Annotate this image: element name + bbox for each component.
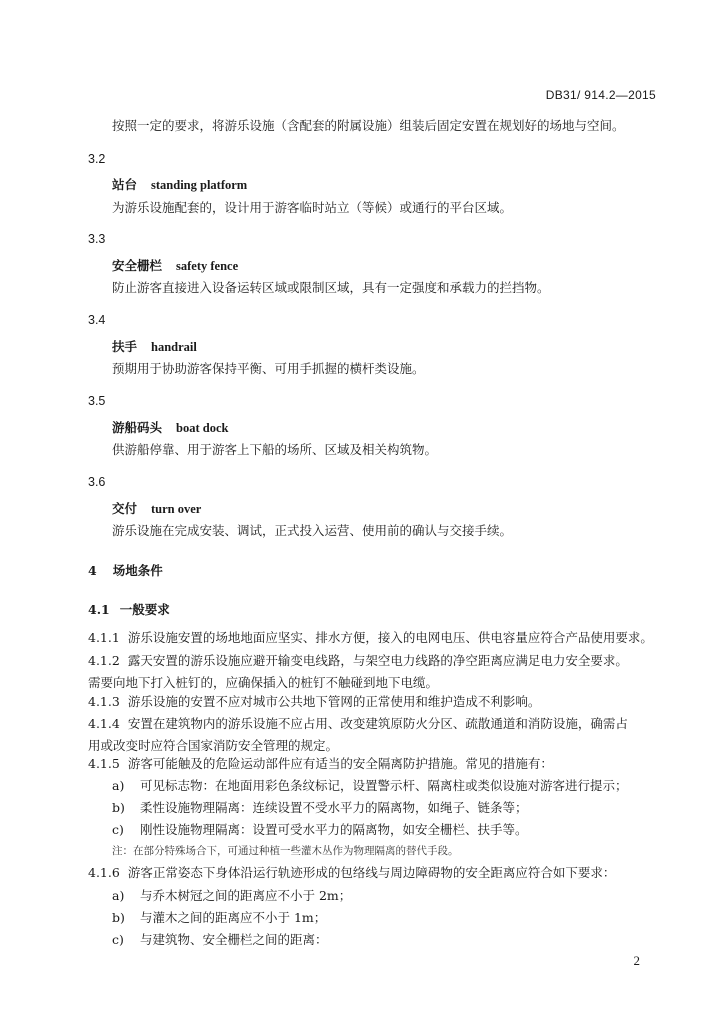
term-heading [112, 336, 197, 355]
term-cn: 安全栅栏 [112, 258, 163, 273]
note: 注：在部分特殊场合下，可通过种植一些灌木丛作为物理隔离的替代手段。 [112, 845, 459, 857]
clause-text: 游客可能触及的危险运动部件应有适当的安全隔离防护措施。常见的措施有： [127, 756, 553, 771]
page-number: 2 [633, 953, 640, 968]
term-en: boat dock [176, 421, 229, 435]
term-definition: 防止游客直接进入设备运转区域或限制区域，具有一定强度和承载力的拦挡物。 [112, 280, 550, 295]
list-text: 与乔木树冠之间的距离应不小于 2m； [140, 888, 352, 903]
list-text: 与建筑物、安全栅栏之间的距离： [140, 932, 328, 947]
term-cn: 站台 [112, 177, 138, 192]
list-label: b) [112, 800, 125, 815]
clause-number: 4.1.1 [88, 630, 120, 645]
term-heading [112, 498, 201, 517]
clause-number: 4.1.3 [88, 694, 120, 709]
section-title: 场地条件 [112, 563, 163, 578]
clause-number: 4.1.4 [88, 716, 120, 731]
list-label: a) [112, 888, 125, 903]
list-text: 可见标志物：在地面用彩色条纹标记，设置警示杆、隔离柱或类似设施对游客进行提示； [140, 778, 628, 793]
subsection-heading [88, 600, 170, 618]
term-en: safety fence [176, 259, 239, 273]
clause-4-1-3 [88, 691, 540, 713]
term-definition: 供游船停靠、用于游客上下船的场所、区域及相关构筑物。 [112, 442, 438, 457]
term-heading [112, 174, 247, 193]
list-item [112, 929, 328, 951]
clause-text: 游客正常姿态下身体沿运行轨迹形成的包络线与周边障碍物的安全距离应符合如下要求： [127, 865, 616, 880]
list-item [112, 885, 351, 907]
term-heading [112, 255, 238, 274]
list-label: a) [112, 778, 125, 793]
term-definition: 为游乐设施配套的，设计用于游客临时站立（等候）或通行的平台区域。 [112, 200, 513, 215]
list-text: 与灌木之间的距离应不小于 1m； [140, 910, 327, 925]
term-en: handrail [151, 340, 197, 354]
clause-text: 游乐设施的安置不应对城市公共地下管网的正常使用和维护造成不利影响。 [127, 694, 541, 709]
list-item [112, 797, 528, 819]
clause-text: 安置在建筑物内的游乐设施不应占用、改变建筑原防火分区、疏散通道和消防设施，确需占用或改变时应符合国家消防安全管理的规定。 [88, 716, 628, 753]
term-heading [112, 417, 228, 436]
term-cn: 游船码头 [112, 420, 163, 435]
term-number: 3.4 [88, 313, 106, 327]
intro-line: 按照一定的要求，将游乐设施（含配套的附属设施）组装后固定安置在规划好的场地与空间。 [112, 118, 625, 133]
clause-4-1-6 [88, 862, 615, 884]
term-number: 3.2 [88, 152, 106, 166]
standard-code: DB31/ 914.2—2015 [545, 88, 656, 102]
clause-4-1-4 [88, 713, 636, 757]
clause-text: 露天安置的游乐设施应避开输变电线路，与架空电力线路的净空距离应满足电力安全要求。需要向地下打入桩钉的，应确保插入的桩钉不触碰到地下电缆。 [88, 653, 628, 690]
term-number: 3.6 [88, 475, 106, 489]
term-en: standing platform [151, 178, 248, 192]
section-number: 4 [88, 563, 97, 578]
clause-4-1-1 [88, 627, 653, 649]
term-cn: 扶手 [112, 339, 138, 354]
list-text: 柔性设施物理隔离：连续设置不受水平力的隔离物，如绳子、链条等； [140, 800, 528, 815]
list-label: c) [112, 932, 124, 947]
clause-number: 4.1.2 [88, 653, 120, 668]
list-item [112, 775, 628, 797]
clause-4-1-2 [88, 650, 636, 694]
term-definition: 预期用于协助游客保持平衡、可用手抓握的横杆类设施。 [112, 361, 425, 376]
list-label: c) [112, 822, 124, 837]
section-heading [88, 561, 163, 579]
list-item [112, 907, 326, 929]
term-en: turn over [151, 502, 202, 516]
subsection-number: 4.1 [88, 602, 110, 617]
term-number: 3.3 [88, 232, 106, 246]
list-label: b) [112, 910, 125, 925]
clause-text: 游乐设施安置的场地地面应坚实、排水方便，接入的电网电压、供电容量应符合产品使用要求。 [127, 630, 653, 645]
clause-4-1-5 [88, 753, 553, 775]
clause-number: 4.1.5 [88, 756, 120, 771]
term-number: 3.5 [88, 394, 106, 408]
list-item [112, 819, 528, 841]
term-definition: 游乐设施在完成安装、调试，正式投入运营、使用前的确认与交接手续。 [112, 523, 513, 538]
term-cn: 交付 [112, 501, 138, 516]
list-text: 刚性设施物理隔离：设置可受水平力的隔离物，如安全栅栏、扶手等。 [140, 822, 528, 837]
clause-number: 4.1.6 [88, 865, 120, 880]
subsection-title: 一般要求 [119, 602, 170, 617]
